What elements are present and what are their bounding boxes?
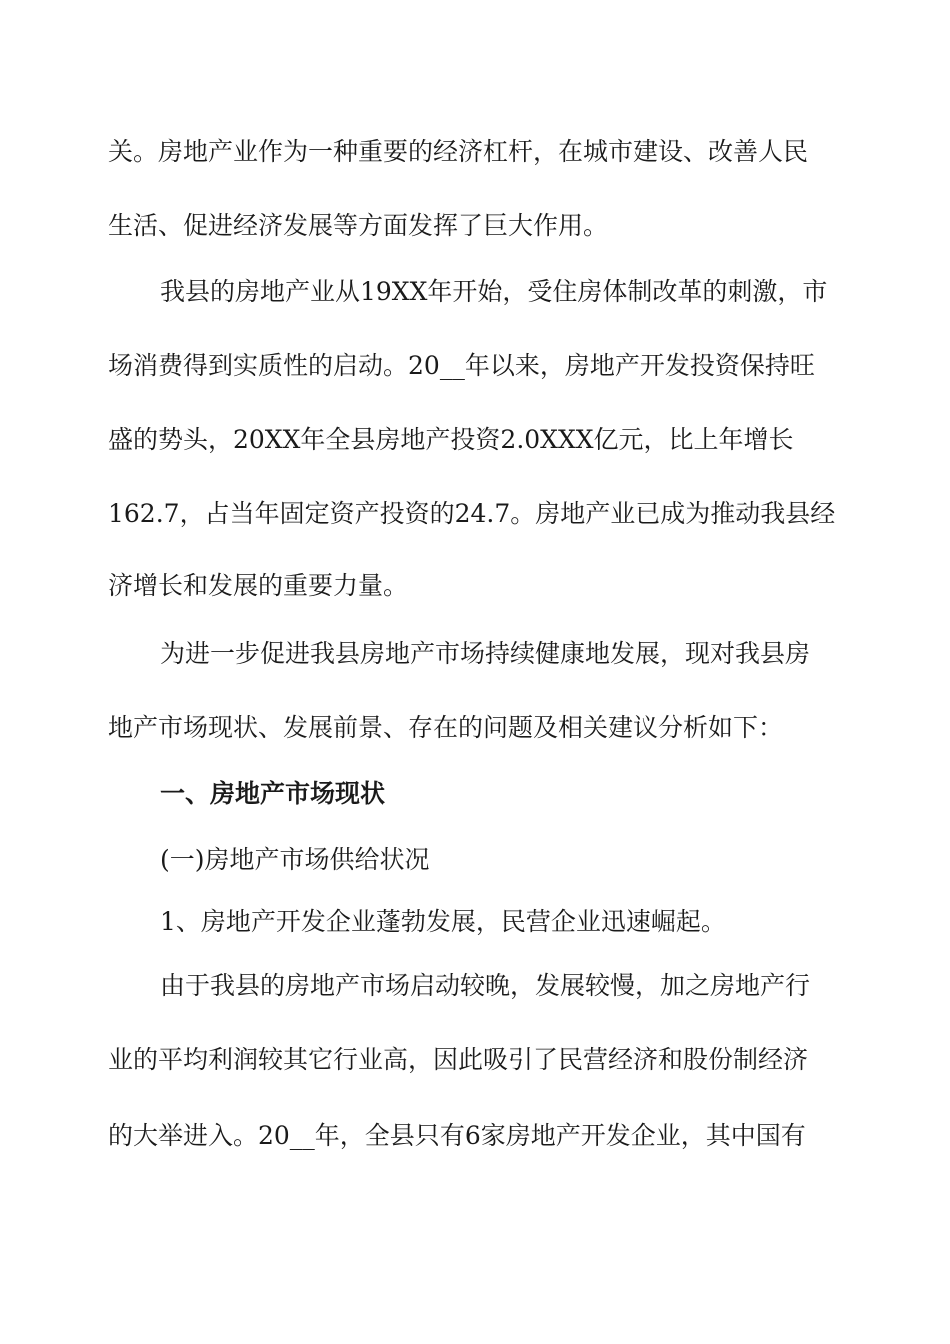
paragraph-line: 场消费得到实质性的启动。20__年以来，房地产开发投资保持旺	[108, 351, 815, 380]
paragraph-line: 地产市场现状、发展前景、存在的问题及相关建议分析如下：	[108, 713, 784, 742]
paragraph-line: 162.7，占当年固定资产投资的24.7。房地产业已成为推动我县经	[108, 499, 836, 528]
paragraph-line: 我县的房地产业从19XX年开始，受住房体制改革的刺激，市	[160, 277, 828, 306]
paragraph-line: 的大举进入。20__年，全县只有6家房地产开发企业，其中国有	[108, 1121, 806, 1150]
paragraph-line: 为进一步促进我县房地产市场持续健康地发展，现对我县房	[160, 639, 811, 668]
paragraph-line: 生活、促进经济发展等方面发挥了巨大作用。	[108, 211, 609, 240]
paragraph-line: 关。房地产业作为一种重要的经济杠杆，在城市建设、改善人民	[108, 137, 809, 166]
subsection-heading: (一)房地产市场供给状况	[160, 845, 430, 874]
paragraph-line: 由于我县的房地产市场启动较晚，发展较慢，加之房地产行	[160, 971, 811, 1000]
paragraph-line: 盛的势头，20XX年全县房地产投资2.0XXX亿元，比上年增长	[108, 425, 794, 454]
item-heading: 1、房地产开发企业蓬勃发展，民营企业迅速崛起。	[160, 907, 726, 936]
paragraph-line: 济增长和发展的重要力量。	[108, 571, 409, 600]
section-heading: 一、房地产市场现状	[160, 779, 386, 808]
paragraph-line: 业的平均利润较其它行业高，因此吸引了民营经济和股份制经济	[108, 1045, 809, 1074]
